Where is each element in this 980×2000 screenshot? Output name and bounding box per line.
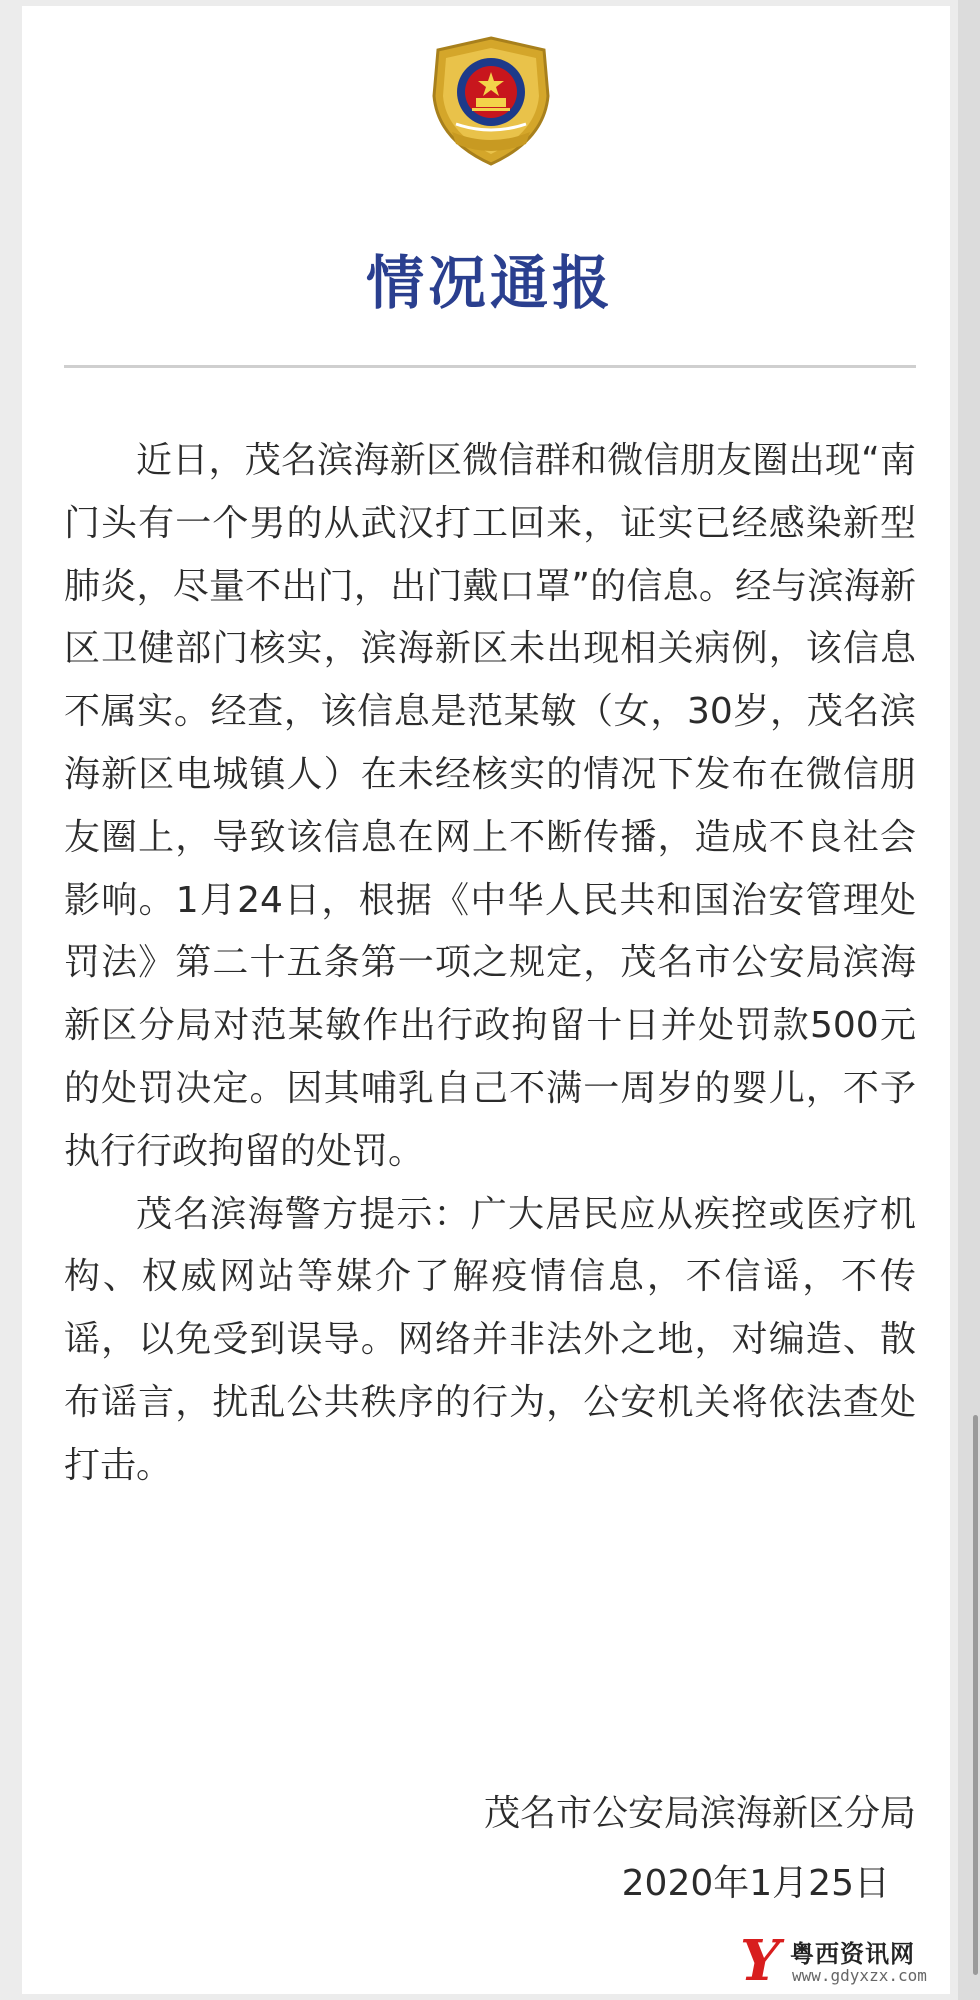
watermark-site-name: 粤西资讯网: [790, 1940, 915, 1968]
scrollbar-thumb[interactable]: [973, 1415, 978, 1975]
notice-title: 情况通报: [365, 249, 614, 317]
notice-body: [64, 430, 916, 1498]
body-paragraph-2: 茂名滨海警方提示：广大居民应从疾控或医疗机构、权威网站等媒介了解疫情信息，不信谣，不传谣，以免受到误导。网络并非法外之地，对编造、散布谣言，扰乱公共秩序的行为，公安机关将依法查处打击。: [64, 1193, 916, 1486]
issue-date: 2020年1月25日: [621, 1863, 890, 1904]
police-emblem-icon: [426, 36, 556, 170]
watermark-url: www.gdyxzx.com: [792, 1966, 927, 1985]
title-divider: [64, 365, 916, 368]
watermark-logo-icon: Y: [740, 1928, 780, 1994]
body-paragraph-1: 近日，茂名滨海新区微信群和微信朋友圈出现“南门头有一个男的从武汉打工回来，证实已经感染新型肺炎，尽量不出门，出门戴口罩”的信息。经与滨海新区卫健部门核实，滨海新区未出现相关病例，该信息不属实。经查，该信息是范某敏（女，30岁，茂名滨海新区电城镇人）在未经核实的情况下发布在微信朋友圈上，导致该信息在网上不断传播，造成不良社会影响。1月24日，根据《中华人民共和国治安管理处罚法》第二十五条第一项之规定，茂名市公安局滨海新区分局对范某敏作出行政拘留十日并处罚款500元的处罚决定。因其哺乳自己不满一周岁的婴儿，不予执行行政拘留的处罚。: [64, 440, 916, 1172]
site-watermark: [740, 1928, 958, 1994]
issuing-organization: 茂名市公安局滨海新区分局: [483, 1793, 916, 1834]
